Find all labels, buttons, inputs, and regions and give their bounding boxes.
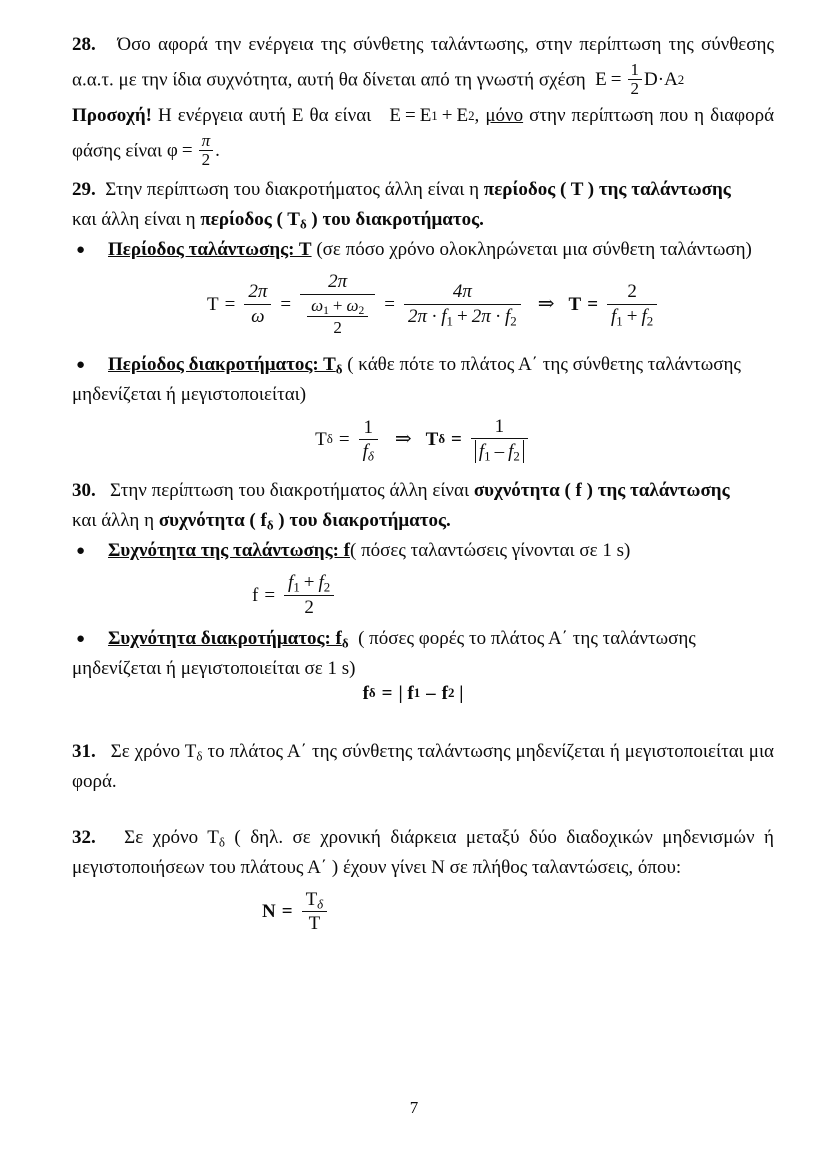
bullet-period-oscillation-note: (σε πόσο χρόνο ολοκληρώνεται μια σύνθετη ταλάντωση) — [316, 239, 752, 261]
bullet-frequency-beat-note1: ( πόσες φορές το πλάτος Α΄ της ταλάντωσης — [358, 627, 696, 649]
paragraph-note-prosochi: Προσοχή! Η ενέργεια αυτή Ε θα είναι E = E 1 + E 2 , μόνο στην περίπτωση που η διαφορά φάσης είναι φ = $\frac{\pi}{2}$ . — [72, 99, 774, 170]
section32-subscript: δ — [218, 834, 225, 850]
bullet-frequency-oscillation-head: Συχνότητα της ταλάντωσης: f — [108, 540, 350, 562]
fraction-2pi-over-omega: $\frac{2\pi}{\omega}$ — [244, 281, 271, 327]
paragraph-30 — [72, 476, 774, 536]
bullet-period-beat-note1: ( κάθε πότε το πλάτος Α΄ της σύνθετης ταλάντωσης — [347, 353, 741, 375]
fraction-2pi-over-mean-omega: $\frac{2\pi}{\frac{\omega_1 + \omega_2}{2}}$ — [300, 271, 375, 336]
fraction-one-half: $\frac{1}{2}$ — [628, 61, 643, 98]
item-number-28: 28. — [72, 34, 96, 55]
section30-line2-bold: συχνότητα ( $f_\delta$ ) του διακροτήματος. — [158, 510, 451, 533]
bullet-period-oscillation — [72, 235, 774, 265]
paragraph-32 — [72, 823, 774, 883]
note-text-part1: Η ενέργεια αυτή Ε θα είναι — [157, 104, 372, 126]
spacer — [72, 797, 774, 823]
bullet-frequency-beat-note2: μηδενίζεται ή μεγιστοποιείται σε 1 s) — [72, 657, 356, 679]
section30-line2-plain: και άλλη η — [72, 510, 159, 532]
fraction-omega-sum-over-two: $\frac{\omega_1 + \omega_2}{2}$ — [307, 296, 368, 337]
page-number-footer: 7 — [409, 1098, 419, 1117]
paragraph-29 — [72, 175, 774, 235]
note-text-part2: στην περίπτωση που η διαφορά φάσης είναι — [72, 104, 775, 162]
formula-phase-difference: φ = $\frac{\pi}{2}$ . — [166, 130, 220, 169]
section32-text-b: ( δηλ. σε χρονική διάρκεια μεταξύ δύο διαδοχικών μηδενισμών ή μεγιστοποιήσεων του πλάτους Α΄ ) έχουν γίνει Ν σε πλήθος ταλαντώσεις, όπου: — [72, 826, 774, 878]
bullet-period-oscillation-head: Περίοδος ταλάντωσης: Τ — [108, 239, 312, 261]
paragraph-31 — [72, 737, 774, 797]
section32-text-a: Σε χρόνο Τ — [124, 826, 219, 848]
abs-bar-open: | — [398, 682, 403, 704]
paragraph-28 — [72, 28, 774, 99]
item-number-32: 32. — [72, 826, 96, 848]
formula-beat-period: Τ δ = $\frac{1}{f_\delta}$ ⇒ Τ δ = $\frac{1}{f_1 - f_2}$ — [72, 416, 774, 464]
section29-line2-plain: και άλλη είναι η — [72, 209, 201, 231]
spacer — [72, 463, 774, 476]
bullet-frequency-beat-head: Συχνότητα διακροτήματος: $f_\delta$ — [108, 627, 349, 651]
abs-bar-close: | — [459, 682, 464, 704]
item-number-29: 29. — [72, 179, 96, 201]
spacer — [72, 703, 774, 737]
item-number-30: 30. — [72, 480, 96, 502]
page-content — [72, 28, 774, 934]
section31-subscript: δ — [196, 748, 203, 764]
bullet-dot-icon: ● — [76, 242, 86, 259]
item-number-31: 31. — [72, 740, 96, 762]
fraction-Tdelta-over-T: $\frac{T_\delta}{T}$ — [302, 889, 328, 935]
fraction-2-over-f-sum: $\frac{2}{f_1 + f_2}$ — [607, 281, 657, 327]
formula-beat-frequency: f δ = | f 1 – f 2 | — [362, 682, 464, 704]
fraction-one-over-abs-f-diff: $\frac{1}{f_1 - f_2}$ — [471, 416, 528, 464]
formula-oscillation-count: Ν = $\frac{T_\delta}{T}$ — [72, 889, 774, 935]
formula-energy-sum: E = E 1 + E 2 — [389, 104, 475, 126]
bullet-period-beat — [72, 350, 774, 410]
formula-energy: E = $\frac{1}{2}$ D · A 2 — [595, 60, 685, 98]
bullet-frequency-beat — [72, 624, 774, 684]
item-28-text: Όσο αφορά την ενέργεια της σύνθετης ταλάντωσης, στην περίπτωση της σύνθεσης α.α.τ. με την ίδια συχνότητα, αυτή θα δίνεται από τη γνωστή σχέση — [72, 34, 774, 91]
fraction-one-over-fdelta: $\frac{1}{f_\delta}$ — [359, 417, 378, 463]
fraction-4pi-over-sum: $\frac{4\pi}{2\pi \cdot f_1 + 2\pi \cdot f_2}$ — [404, 281, 521, 327]
bullet-dot-icon: ● — [76, 356, 86, 373]
section30-line1-bold: συχνότητα ( f ) της ταλάντωσης — [473, 480, 730, 502]
note-label: Προσοχή! — [72, 104, 152, 126]
section31-text-b: το πλάτος Α΄ της σύνθετης ταλάντωσης μηδενίζεται ή μεγιστοποιείται μια φορά. — [72, 740, 775, 792]
section30-line1-plain: Στην περίπτωση του διακροτήματος άλλη είναι — [110, 480, 474, 502]
bullet-dot-icon: ● — [76, 630, 86, 647]
formula-frequency-mean: f = $\frac{f_1 + f_2}{2}$ — [72, 572, 774, 618]
bullet-frequency-oscillation-note: ( πόσες ταλαντώσεις γίνονται σε 1 s) — [350, 540, 631, 562]
section29-line1-plain: Στην περίπτωση του διακροτήματος άλλη είναι η — [105, 179, 484, 201]
section29-line1-bold: περίοδος ( Τ ) της ταλάντωσης — [483, 179, 731, 201]
fraction-pi-over-two: $\frac{\pi}{2}$ — [199, 132, 214, 169]
fraction-f-sum-over-two: $\frac{f_1 + f_2}{2}$ — [284, 572, 334, 618]
note-emphasis: μόνο — [485, 104, 524, 126]
absolute-value-bars: $f_1 - f_2$ — [475, 440, 524, 463]
bullet-frequency-oscillation — [72, 536, 774, 566]
bullet-dot-icon: ● — [76, 543, 86, 560]
spacer — [72, 337, 774, 350]
bullet-period-beat-note2: μηδενίζεται ή μεγιστοποιείται) — [72, 383, 307, 405]
formula-period-derivation: Τ = $\frac{2\pi}{\omega}$ = $\frac{2\pi}{\frac{\omega_1 + \omega_2}{2}}$ = $\frac{4\pi}{2\pi \cdot f_1 + 2\pi \cdot f_2}$ ⇒ Τ = $\frac{2}{f_1 + f_2}$ — [72, 271, 774, 336]
section31-text-a: Σε χρόνο Τ — [110, 740, 197, 762]
section29-line2-bold: περίοδος ( $T_\delta$ ) του διακροτήματος. — [200, 209, 484, 232]
bullet-period-beat-head: Περίοδος διακροτήματος: $T_\delta$ — [108, 353, 343, 377]
